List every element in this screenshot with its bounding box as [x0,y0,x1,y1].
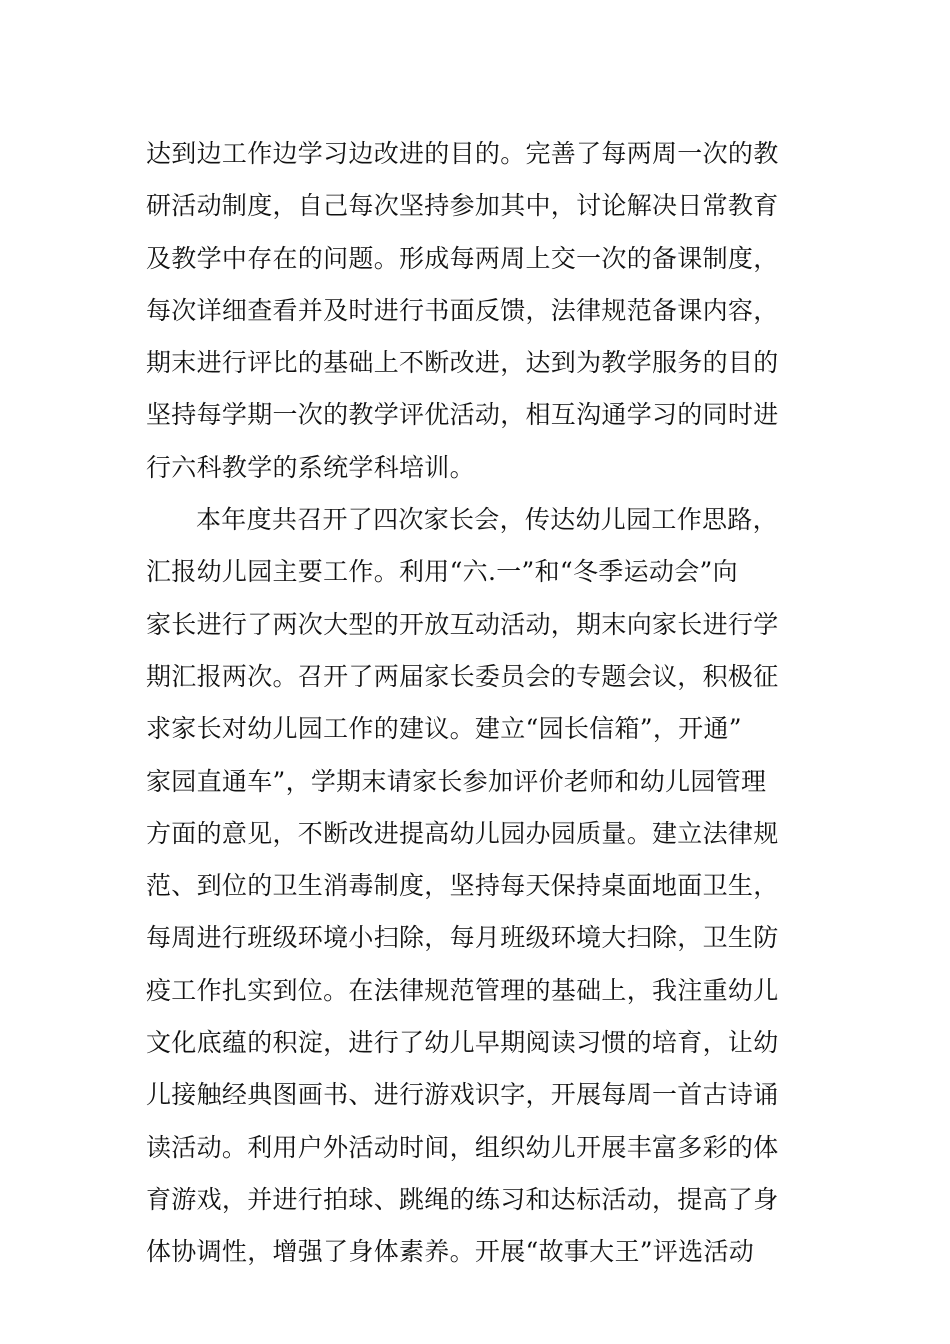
text-line: 达到边工作边学习边改进的目的。完善了每两周一次的教 [146,139,779,168]
text-line: 读活动。利用户外活动时间，组织幼儿开展丰富多彩的体 [146,1132,779,1162]
text-line: 家长进行了两次大型的开放互动活动，期末向家长进行学 [146,609,779,639]
text-line: 行六科教学的系统学科培训。 [146,452,475,482]
text-line: 疫工作扎实到位。在法律规范管理的基础上，我注重幼儿 [146,975,779,1005]
text-line: 家园直通车”，学期末请家长参加评价老师和幼儿园管理 [146,766,767,796]
text-line: 儿接触经典图画书、进行游戏识字，开展每周一首古诗诵 [146,1080,779,1110]
text-line: 文化底蕴的积淀，进行了幼儿早期阅读习惯的培育，让幼 [146,1028,779,1058]
text-line: 育游戏，并进行拍球、跳绳的练习和达标活动，提高了身 [146,1184,779,1214]
text-line: 体协调性，增强了身体素养。开展“故事大王”评选活动 [146,1237,755,1267]
paragraph-2 [146,494,810,1331]
paragraph-1 [146,128,810,494]
text-line: 研活动制度，自己每次坚持参加其中，讨论解决日常教育 [146,191,779,221]
text-line: 每次详细查看并及时进行书面反馈，法律规范备课内容， [146,295,779,325]
text-line: 每周进行班级环境小扫除，每月班级环境大扫除，卫生防 [146,923,779,953]
text-line: 范、到位的卫生消毒制度，坚持每天保持桌面地面卫生， [146,871,779,901]
text-line: 期汇报两次。召开了两届家长委员会的专题会议，积极征 [146,661,779,691]
text-line-indented: 本年度共召开了四次家长会，传达幼儿园工作思路， [196,505,778,535]
text-line: 坚持每学期一次的教学评优活动，相互沟通学习的同时进 [146,400,779,430]
text-line: 期末进行评比的基础上不断改进，达到为教学服务的目的 [146,348,779,378]
text-line: 及教学中存在的问题。形成每两周上交一次的备课制度， [146,243,779,273]
text-line: 汇报幼儿园主要工作。利用“六.一”和“冬季运动会”向 [146,557,738,587]
text-line: 方面的意见，不断改进提高幼儿园办园质量。建立法律规 [146,818,779,848]
body-text [146,128,810,1331]
text-line: 求家长对幼儿园工作的建议。建立“园长信箱”，开通” [146,714,742,744]
text-line [146,1279,810,1331]
